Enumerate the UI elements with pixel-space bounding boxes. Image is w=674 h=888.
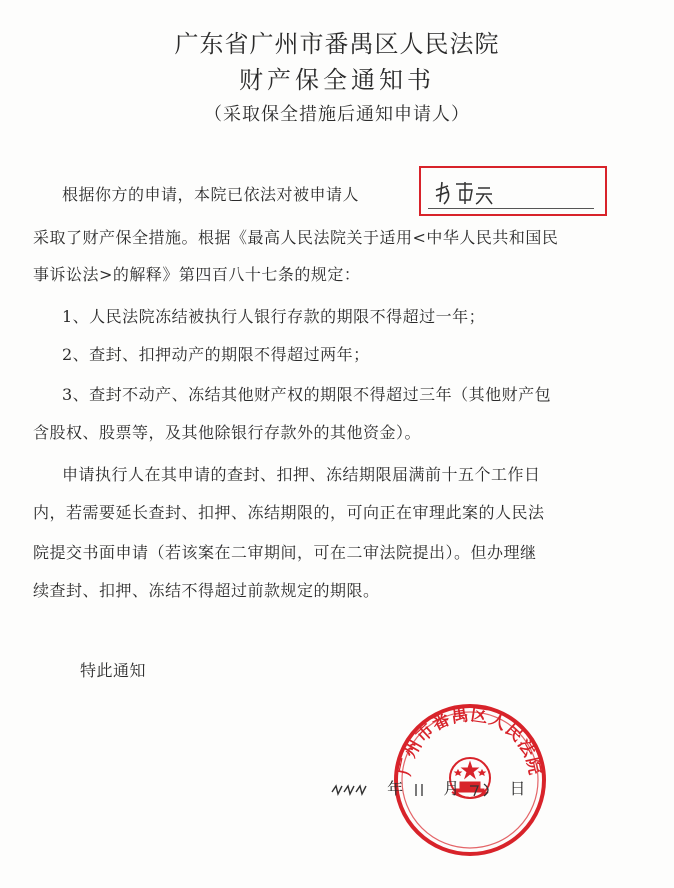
rule-item-3-line1: 3、查封不动产、冻结其他财产权的期限不得超过三年（其他财产包	[62, 385, 552, 404]
para1-line3: 事诉讼法>的解释》第四百八十七条的规定：	[33, 265, 361, 284]
seal-text: 广州市番禺区人民法院	[394, 705, 546, 778]
rule-item-3-line2: 含股权、股票等，及其他除银行存款外的其他资金）。	[33, 423, 422, 442]
para2-line4: 续查封、扣押、冻结不得超过前款规定的期限。	[33, 581, 380, 600]
document-title: 财产保全通知书	[239, 66, 435, 94]
year-label: 年	[387, 779, 404, 798]
handwritten-month	[408, 780, 438, 800]
court-name: 广东省广州市番禺区人民法院	[174, 30, 500, 58]
handwritten-day	[464, 780, 504, 800]
closing-notice: 特此通知	[80, 661, 147, 680]
para2-line1: 申请执行人在其申请的查封、扣押、冻结期限届满前十五个工作日	[62, 465, 541, 484]
rule-item-2: 2、查封、扣押动产的期限不得超过两年；	[62, 345, 370, 364]
date-row	[330, 776, 526, 800]
para2-line2: 内，若需要延长查封、扣押、冻结期限的，可向正在审理此案的人民法	[33, 503, 545, 522]
document-subtitle: （采取保全措施后通知申请人）	[204, 104, 470, 125]
day-label: 日	[509, 779, 526, 798]
month-label: 月	[443, 779, 460, 798]
para1-line1: 根据你方的申请，本院已依法对被申请人	[62, 185, 360, 204]
handwritten-year	[330, 780, 374, 800]
handwritten-respondent-name	[432, 178, 512, 208]
rule-item-1: 1、人民法院冻结被执行人银行存款的期限不得超过一年；	[62, 307, 486, 326]
para1-line2: 采取了财产保全措施。根据《最高人民法院关于适用<中华人民共和国民	[33, 228, 559, 247]
respondent-name-underline	[428, 208, 594, 209]
para2-line3: 院提交书面申请（若该案在二审期间，可在二审法院提出）。但办理继	[33, 543, 537, 562]
